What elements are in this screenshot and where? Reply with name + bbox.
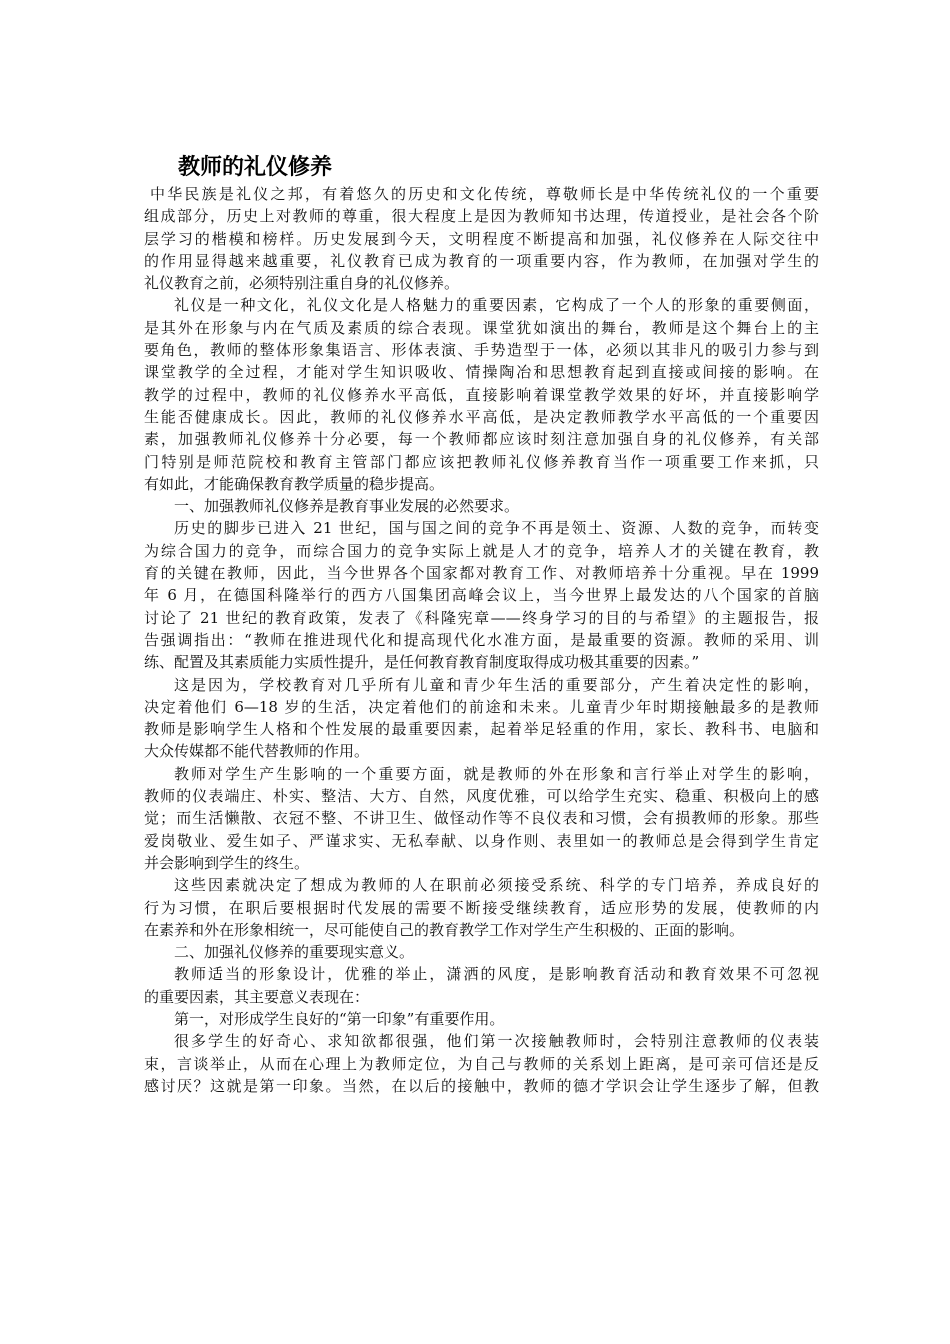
text-line: 爱岗敬业、爱生如子、严谨求实、无私奉献、以身作则、表里如一的教师总是会得到学生肯定 [144,831,819,850]
text-line: 感讨厌？这就是第一印象。当然，在以后的接触中，教师的德才学识会让学生逐步了解，但教 [144,1076,819,1095]
text-line: 素，加强教师礼仪修养十分必要，每一个教师都应该时刻注意加强自身的礼仪修养，有关部 [144,430,819,449]
text-line: 告强调指出：“教师在推进现代化和提高现代化水准方面，是最重要的资源。教师的采用、训 [144,630,819,649]
text-line: 教学的过程中，教师的礼仪修养水平高低，直接影响着课堂教学效果的好坏，并直接影响学 [144,385,819,404]
document-title: 教师的礼仪修养 [178,155,333,180]
text-line: 礼仪是一种文化，礼仪文化是人格魅力的重要因素，它构成了一个人的形象的重要侧面， [174,296,819,315]
text-line: 育的关键在教师，因此，当今世界各个国家都对教育工作、对教师培养十分重视。早在 1999 [144,564,819,583]
text-line: 这些因素就决定了想成为教师的人在职前必须接受系统、科学的专门培养，养成良好的 [174,876,819,895]
text-line: 教师对学生产生影响的一个重要方面，就是教师的外在形象和言行举止对学生的影响， [174,764,819,783]
text-line: 教师适当的形象设计，优雅的举止，潇洒的风度，是影响教育活动和教育效果不可忽视 [174,965,819,984]
text-line: 门特别是师范院校和教育主管部门都应该把教师礼仪修养教育当作一项重要工作来抓，只 [144,452,819,471]
text-line: 历史的脚步已进入 21 世纪，国与国之间的竞争不再是领土、资源、人数的竞争，而转变 [174,519,819,538]
text-line: 行为习惯，在职后要根据时代发展的需要不断接受继续教育，适应形势的发展，使教师的内 [144,898,819,917]
text-line: 很多学生的好奇心、求知欲都很强，他们第一次接触教师时，会特别注意教师的仪表装 [174,1032,819,1051]
text-line: 为综合国力的竞争，而综合国力的竞争实际上就是人才的竞争，培养人才的关键在教育，教 [144,541,819,560]
text-line: 束，言谈举止，从而在心理上为教师定位，为自己与教师的关系划上距离，是可亲可信还是反 [144,1054,819,1073]
text-line: 这是因为，学校教育对几乎所有儿童和青少年生活的重要部分，产生着决定性的影响， [174,675,819,694]
text-line: 大众传媒都不能代替教师的作用。 [144,742,370,761]
text-line: 组成部分，历史上对教师的尊重，很大程度上是因为教师知书达理，传道授业，是社会各个阶 [144,207,819,226]
text-line: 的重要因素，其主要意义表现在： [144,987,370,1006]
text-line: 在素养和外在形象相统一，尽可能使自己的教育教学工作对学生产生积极的、正面的影响。 [144,920,745,939]
text-line: 礼仪教育之前，必须特别注重自身的礼仪修养。 [144,274,460,293]
text-line: 讨论了 21 世纪的教育政策，发表了《科隆宪章——终身学习的目的与希望》的主题报告，报 [144,608,819,627]
text-line: 教师的仪表端庄、朴实、整洁、大方、自然，风度优雅，可以给学生充实、稳重、积极向上的感 [144,787,819,806]
text-line: 觉；而生活懒散、衣冠不整、不讲卫生、做怪动作等不良仪表和习惯，会有损教师的形象。那些 [144,809,819,828]
text-line: 生能否健康成长。因此，教师的礼仪修养水平高低，是决定教师教学水平高低的一个重要因 [144,407,819,426]
section-heading-1: 一、加强教师礼仪修养是教育事业发展的必然要求。 [174,497,520,516]
text-line: 练、配置及其素质能力实质性提升，是任何教育教育制度取得成功极其重要的因素。” [144,653,700,672]
subsection-heading-1: 第一，对形成学生良好的“第一印象”有重要作用。 [174,1009,505,1028]
text-line: 课堂教学的全过程，才能对学生知识吸收、情操陶冶和思想教育起到直接或间接的影响。在 [144,363,819,382]
text-line: 教师是影响学生人格和个性发展的最重要因素，起着举足轻重的作用，家长、教科书、电脑和 [144,720,819,739]
text-line: 层学习的楷模和榜样。历史发展到今天，文明程度不断提高和加强，礼仪修养在人际交往中 [144,229,819,248]
text-line: 有如此，才能确保教育教学质量的稳步提高。 [144,474,445,493]
document-body [144,183,819,1097]
section-heading-2: 二、加强礼仪修养的重要现实意义。 [174,943,415,962]
text-line: 并会影响到学生的终生。 [144,853,310,872]
text-line: 是其外在形象与内在气质及素质的综合表现。课堂犹如演出的舞台，教师是这个舞台上的主 [144,318,819,337]
text-line: 中华民族是礼仪之邦，有着悠久的历史和文化传统，尊敬师长是中华传统礼仪的一个重要 [150,185,819,203]
text-line: 的作用显得越来越重要，礼仪教育已成为教育的一项重要内容，作为教师，在加强对学生的 [144,251,819,270]
text-line: 要角色，教师的整体形象集语言、形体表演、手势造型于一体，必须以其非凡的吸引力参与到 [144,341,819,360]
text-line: 年 6 月，在德国科隆举行的西方八国集团高峰会议上，当今世界上最发达的八个国家的首脑 [144,586,819,605]
text-line: 决定着他们 6—18 岁的生活，决定着他们的前途和未来。儿童青少年时期接触最多的是教师 [144,697,819,716]
